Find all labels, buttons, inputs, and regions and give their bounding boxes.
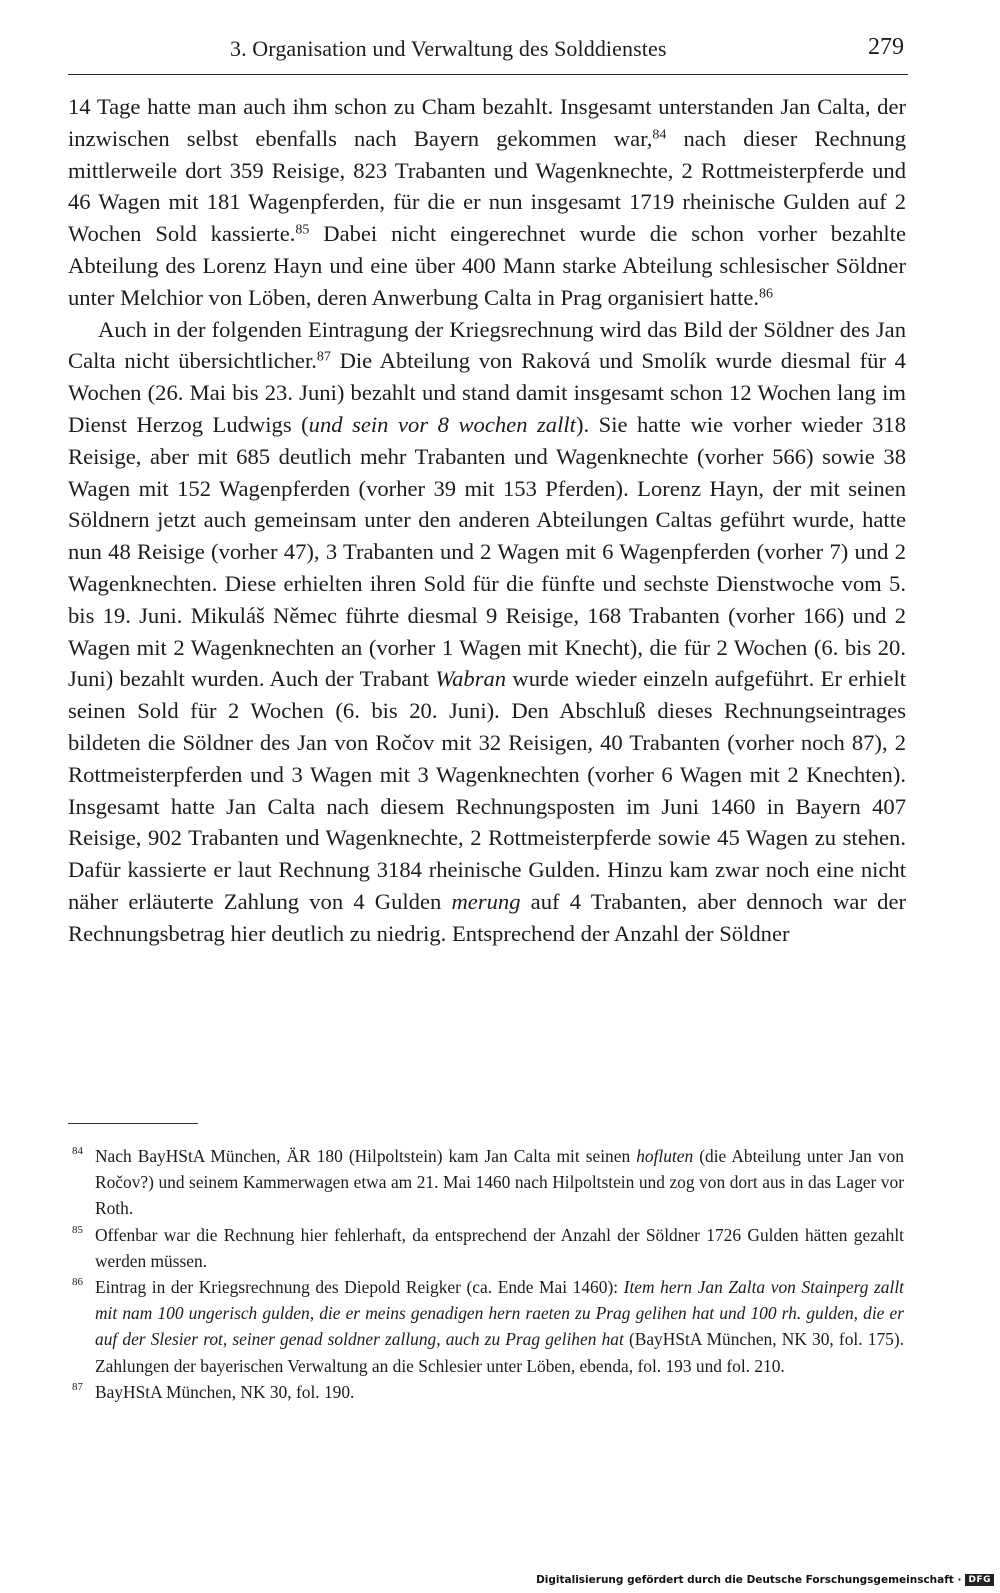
text-run: wurde wieder einzeln aufgeführt. Er erhielt seinen Sold für 2 Wochen (6. bis 20. Juni). Den Abschluß dieses Rechnungseintrages bildeten die Söldner des Jan von Ročov mit 32 Reisigen, 40 Trabanten (vorher noch 87), 2 Rottmeisterpferden und 3 Wagen mit 3 Wagenknechten (vorher 6 Wagen mit 2 Knechten). Insgesamt hatte Jan Calta nach diesem Rechnungsposten im Juni 1460 in Bayern 407 Reisige, 902 Trabanten und Wagenknechte, 2 Rottmeisterpferde sowie 45 Wagen zu stehen. Dafür kassierte er laut Rechnung 3184 rheinische Gulden. Hinzu kam zwar noch eine nicht näher erläuterte Zahlung von 4 Gulden xyxy=(68,666,906,914)
chapter-title: 3. Organisation und Verwaltung des Solddienstes xyxy=(230,36,667,61)
text-run: Dabei nicht eingerechnet wurde die schon vorher bezahlte Abteilung des Lorenz Hayn und eine über 400 Mann starke Abteilung schlesischer Söldner unter Melchior von Löben, deren Anwerbung Calta in Prag organisiert hatte. xyxy=(68,221,906,310)
footnote-number: 86 xyxy=(72,1276,83,1289)
main-text xyxy=(68,91,906,950)
paragraph-2 xyxy=(68,314,906,950)
source-quote: Item hern Jan Zalta von Stainperg zallt mit nam 100 ungerisch gulden, die er meins genadigen hern raeten zu Prag gelihen hat und 100 rh. gulden, die er auf der Slesier rot, seiner genad soldner zallung, auch zu Prag gelihen hat xyxy=(95,1277,904,1350)
text-run: auf 4 Trabanten, aber dennoch war der Rechnungsbetrag hier deutlich zu niedrig. Entsprechend der Anzahl der Söldner xyxy=(68,888,907,946)
text-run: Auch in der folgenden Eintragung der Kriegsrechnung wird das Bild der Söldner des Jan Calta nicht übersichtlicher. xyxy=(68,316,906,374)
footnote-ref: 86 xyxy=(759,286,774,302)
source-term: merung xyxy=(451,888,521,914)
digitization-credit xyxy=(536,1572,994,1588)
footnote-ref: 84 xyxy=(652,127,667,143)
footnote-number: 84 xyxy=(72,1145,83,1157)
footnotes xyxy=(68,1143,904,1405)
text-run: (BayHStA München, NK 30, fol. 175). Zahlungen der bayerischen Verwaltung an die Schlesier unter Löben, ebenda, fol. 193 und fol. 210. xyxy=(95,1329,904,1376)
credit-text: Digitalisierung gefördert durch die Deutsche Forschungsgemeinschaft · xyxy=(536,1574,962,1586)
page-number: 279 xyxy=(868,34,904,60)
source-name: Wabran xyxy=(435,666,507,692)
text-run: Offenbar war die Rechnung hier fehlerhaft, da entsprechend der Anzahl der Söldner 1726 Gulden hätten gezahlt werden müssen. xyxy=(95,1224,904,1271)
paragraph-1 xyxy=(68,91,906,314)
footnote-85 xyxy=(68,1222,904,1274)
footnote-number: 87 xyxy=(72,1380,83,1393)
source-quote: und sein vor 8 wochen zallt xyxy=(308,411,576,437)
footnote-86 xyxy=(68,1274,904,1379)
footnote-divider xyxy=(68,1123,198,1124)
footnote-number: 85 xyxy=(72,1223,83,1236)
text-run: Eintrag in der Kriegsrechnung des Diepold Reigker (ca. Ende Mai 1460): xyxy=(95,1277,624,1298)
text-run: ). Sie hatte wie vorher wieder 318 Reisige, aber mit 685 deutlich mehr Trabanten und Wagenknechte (vorher 566) sowie 38 Wagen mit 152 Wagenpferden (vorher 39 mit 153 Pferden). Lorenz Hayn, der mit seinen Söldnern jetzt auch gemeinsam unter den anderen Abteilungen Caltas geführt wurde, hatte nun 48 Reisige (vorher 47), 3 Trabanten und 2 Wagen mit 6 Wagenpferden (vorher 7) und 2 Wagenknechten. Diese erhielten ihren Sold für die fünfte und sechste Dienstwoche vom 5. bis 19. Juni. Mikuláš Němec führte diesmal 9 Reisige, 168 Trabanten (vorher 166) und 2 Wagen mit 2 Wagenknechten an (vorher 1 Wagen mit Knecht), die für 2 Wochen (6. bis 20. Juni) bezahlt wurden. Auch der Trabant xyxy=(68,411,907,692)
text-run: Die Abteilung von Raková und Smolík wurde diesmal für 4 Wochen (26. Mai bis 23. Juni) bezahlt und stand damit insgesamt schon 12 Wochen lang im Dienst Herzog Ludwigs ( xyxy=(68,348,906,437)
footnote-87 xyxy=(68,1379,904,1405)
dfg-logo: DFG xyxy=(965,1574,994,1586)
text-run: BayHStA München, NK 30, fol. 190. xyxy=(95,1381,355,1402)
footnote-ref: 85 xyxy=(295,222,310,238)
footnote-84 xyxy=(68,1143,904,1222)
running-head xyxy=(68,30,908,75)
text-run: 14 Tage hatte man auch ihm schon zu Cham bezahlt. Insgesamt unterstanden Jan Calta, der inzwischen selbst ebenfalls nach Bayern gekommen war, xyxy=(68,94,906,151)
text-run: Nach BayHStA München, ÄR 180 (Hilpoltstein) kam Jan Calta mit seinen xyxy=(95,1146,637,1166)
text-run: (die Abteilung unter Jan von Ročov?) und seinem Kammerwagen etwa am 21. Mai 1460 nach Hilpoltstein und zog von dort aus in das Lager vor Roth. xyxy=(95,1146,904,1219)
source-term: hofluten xyxy=(636,1146,694,1166)
text-run: nach dieser Rechnung mittlerweile dort 359 Reisige, 823 Trabanten und Wagenknechte, 2 Rottmeisterpferde und 46 Wagen mit 181 Wagenpferden, für die er nun insgesamt 1719 rheinische Gulden auf 2 Wochen Sold kassierte. xyxy=(68,125,906,247)
footnote-ref: 87 xyxy=(316,349,331,365)
